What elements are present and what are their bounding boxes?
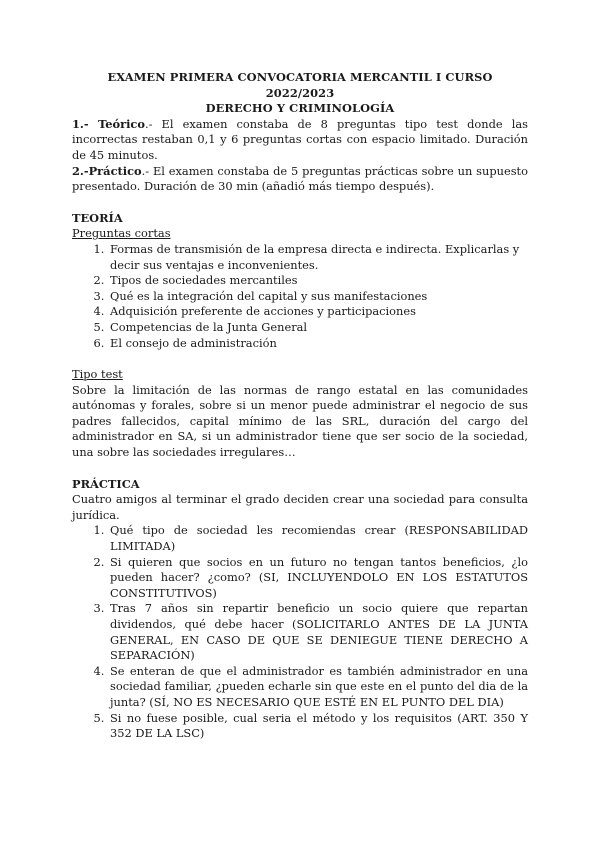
list-item: 4. Adquisición preferente de acciones y participaciones	[108, 304, 528, 320]
list-item: 2. Tipos de sociedades mercantiles	[108, 273, 528, 289]
short-questions-list	[72, 242, 528, 351]
list-item: 5. Si no fuese posible, cual seria el método y los requisitos (ART. 350 Y 352 DE LA LSC)	[108, 711, 528, 742]
practico-label: 2.-Práctico	[72, 163, 142, 178]
practica-heading: PRÁCTICA	[72, 476, 140, 491]
list-item: 2. Si quieren que socios en un futuro no tengan tantos beneficios, ¿lo pueden hacer? ¿como? (SI, INCLUYENDOLO EN LOS ESTATUTOS CONSTITUTIVOS)	[108, 555, 528, 602]
teorico-text: .- El examen constaba de 8 preguntas tipo test donde las incorrectas restaban 0,1 y 6 preguntas cortas con espacio limitado. Duración de 45 minutos.	[72, 116, 528, 162]
practica-questions-list	[72, 523, 528, 741]
teorico-paragraph	[72, 117, 528, 164]
list-item: 4. Se enteran de que el administrador es también administrador en una sociedad familiar, ¿pueden echarle sin que este en el punto del dia de la junta? (SÍ, NO ES NECESARIO QUE ESTÉ EN EL PUNTO DEL DIA)	[108, 664, 528, 711]
exam-title-line1: EXAMEN PRIMERA CONVOCATORIA MERCANTIL I CURSO 2022/2023	[107, 70, 493, 100]
teorico-label: 1.- Teórico	[72, 116, 145, 131]
list-item: 6. El consejo de administración	[108, 336, 528, 352]
list-item: 1. Formas de transmisión de la empresa directa e indirecta. Explicarlas y decir sus ventajas e inconvenientes.	[108, 242, 528, 273]
practica-intro: Cuatro amigos al terminar el grado deciden crear una sociedad para consulta jurídica.	[72, 492, 528, 522]
test-paragraph: Sobre la limitación de las normas de rango estatal en las comunidades autónomas y forales, sobre si un menor puede administrar el negocio de sus padres fallecidos, capital mínimo de las SRL, duración del cargo del administrador en SA, si un administrador tiene que ser socio de la sociedad, una sobre las sociedades irregulares…	[72, 382, 528, 460]
practico-paragraph	[72, 164, 528, 195]
practico-text: .- El examen constaba de 5 preguntas prácticas sobre un supuesto presentado. Duración de 30 min (añadió más tiempo después).	[72, 163, 528, 194]
teoria-heading: TEORÍA	[72, 210, 123, 225]
list-item: 1. Qué tipo de sociedad les recomiendas crear (RESPONSABILIDAD LIMITADA)	[108, 523, 528, 554]
exam-title-line2: DERECHO Y CRIMINOLOGÍA	[205, 101, 395, 116]
test-heading: Tipo test	[72, 367, 123, 382]
list-item: 5. Competencias de la Junta General	[108, 320, 528, 336]
list-item: 3. Qué es la integración del capital y sus manifestaciones	[108, 289, 528, 305]
document-page	[72, 70, 528, 742]
list-item: 3. Tras 7 años sin repartir beneficio un socio quiere que repartan dividendos, qué debe hacer (SOLICITARLO ANTES DE LA JUNTA GENERAL, EN CASO DE QUE SE DENIEGUE TIENE DERECHO A SEPARACIÓN)	[108, 601, 528, 663]
short-questions-heading: Preguntas cortas	[72, 226, 171, 241]
